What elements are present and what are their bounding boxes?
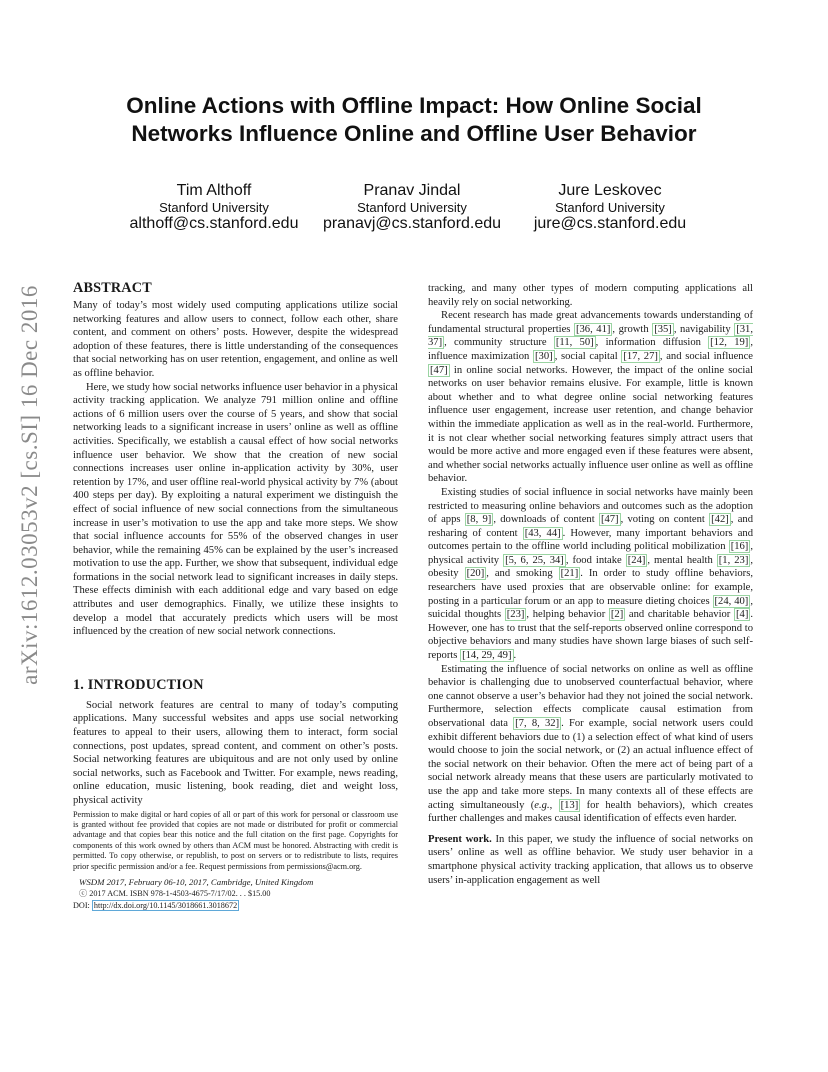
abstract-heading: ABSTRACT bbox=[73, 280, 152, 296]
text-run: , obesity bbox=[428, 554, 754, 580]
citation-link[interactable]: [30] bbox=[535, 350, 553, 362]
citation-link[interactable]: [35] bbox=[654, 323, 672, 335]
text-run: Estimating the influence of social networks on online as well as offline behavior is challenging due to unobserved counterfactual behavior, where one cannot observe a user’s behavior had they not joined the social network. Furthermore, selection effects complicate causal estimation from observational data bbox=[428, 663, 753, 729]
text-run: and charitable behavior bbox=[625, 609, 734, 621]
citation-link[interactable]: [13] bbox=[560, 799, 579, 811]
text-run: , social capital bbox=[554, 350, 622, 362]
text-run: , physical activity bbox=[428, 541, 753, 566]
citation-link[interactable]: [16] bbox=[730, 541, 749, 553]
citation-link[interactable]: [36, 41] bbox=[575, 323, 611, 335]
arxiv-stamp bbox=[10, 285, 50, 685]
text-run: Existing studies of social influence in social networks have mainly been restricted to measuring online behaviors and outcomes such as the adoption of apps bbox=[428, 486, 753, 526]
text-run: . However, many important behaviors and outcomes pertain to the offline world including political mobilization bbox=[428, 527, 753, 553]
copyright-line: ⓒ 2017 ACM. ISBN 978-1-4503-4675-7/17/02. . . $15.00 bbox=[79, 889, 271, 899]
intro-paragraph-4 bbox=[428, 663, 753, 826]
text-run: , suicidal thoughts bbox=[428, 595, 753, 621]
text-run: . bbox=[513, 650, 517, 662]
text-run: , influence maximization bbox=[428, 337, 753, 362]
text-run: , information diffusion bbox=[595, 337, 709, 349]
author-affiliation: Stanford University bbox=[357, 200, 467, 215]
author-affiliation: Stanford University bbox=[159, 200, 269, 215]
author-2 bbox=[318, 182, 506, 233]
citation-link[interactable]: [8, 9] bbox=[466, 514, 492, 526]
text-run: Recent research has made great advancements towards understanding of fundamental structural properties bbox=[428, 310, 753, 335]
right-column bbox=[428, 282, 753, 887]
citation-link[interactable]: [20] bbox=[466, 568, 485, 580]
text-run: , downloads of content bbox=[493, 514, 599, 526]
text-run: for health behaviors), which creates further challenges and makes causal identification of effects even harder. bbox=[428, 799, 753, 825]
text-run: , growth bbox=[612, 323, 653, 335]
text-run: , community structure bbox=[444, 337, 554, 349]
author-name: Tim Althoff bbox=[176, 182, 252, 199]
left-column bbox=[73, 280, 398, 912]
text-run: , and resharing of content bbox=[428, 514, 754, 539]
doi-label: DOI: bbox=[73, 901, 90, 911]
text-run-italic: e.g. bbox=[534, 799, 550, 811]
intro-paragraph-3 bbox=[428, 486, 753, 663]
intro-paragraph-2 bbox=[428, 309, 753, 486]
author-1 bbox=[126, 182, 302, 233]
citation-link[interactable]: [4] bbox=[736, 609, 749, 621]
text-run: . In order to study offline behaviors, researchers have used proxies that are observable online: for example, posting in a particular forum or an app to measure dieting choices bbox=[428, 568, 753, 607]
text-run: , voting on content bbox=[620, 514, 710, 526]
citation-link[interactable]: [5, 6, 25, 34] bbox=[505, 554, 564, 566]
doi-line bbox=[73, 900, 398, 912]
citation-link[interactable]: [2] bbox=[610, 609, 624, 621]
author-affiliation: Stanford University bbox=[555, 200, 665, 215]
citation-link[interactable]: [17, 27] bbox=[623, 350, 658, 362]
text-run: , helping behavior bbox=[526, 609, 609, 621]
arxiv-identifier: arXiv:1612.03053v2 [cs.SI] 16 Dec 2016 bbox=[17, 285, 42, 685]
text-run: , mental health bbox=[647, 554, 717, 566]
text-run: , and social influence bbox=[659, 350, 754, 362]
text-run: In this paper, we study the influence of social networks on users’ online as well as offline behavior. We study user behavior in a smartphone physical activity tracking application, that allows us to observe users’ in-application engagement as well bbox=[428, 833, 753, 886]
abstract-paragraph-1: Many of today’s most widely used computing applications utilize social networking features and allow users to connect, follow each other, share content, and comment on others’ posts. However, despite the widespread adoption of these features, there is little understanding of the consequences that social networking has on user retention, engagement, and online as well as offline behavior. bbox=[73, 300, 398, 379]
author-name: Jure Leskovec bbox=[558, 182, 662, 199]
text-run: . For example, social network users could exhibit different behaviors due to (1) a selection effect of what kind of users would choose to join the social network, or (2) an actual influence effect of the social network on their behavior. Often the mere act of being part of a social network already means that these users are particularly motivated to use the app and take more steps. In many contexts all of these effects are acting simultaneously ( bbox=[428, 718, 753, 811]
citation-link[interactable]: [7, 8, 32] bbox=[515, 718, 560, 729]
citation-link[interactable]: [43, 44] bbox=[524, 527, 561, 539]
citation-link[interactable]: [24, 40] bbox=[714, 595, 749, 607]
intro-paragraph-1: Social network features are central to many of today’s computing applications. Many successful websites and apps use social networking features to appeal to their users, allowing them to interact, form social connections, post updates, spread content, and comment on other’s posts. Social networking features are ubiquitous and are not only used by online social networks, such as Facebook and Twitter. For example, news reading, online education, music listening, book reading, diet and weight loss, physical activity bbox=[73, 699, 398, 806]
permission-notice: Permission to make digital or hard copies of all or part of this work for personal or classroom use is granted without fee provided that copies are not made or distributed for profit or commercial advantage and that copies bear this notice and the full citation on the first page. Copyrights for components of this work owned by others than ACM must be honored. Abstracting with credit is permitted. To copy otherwise, or republish, to post on servers or to redistribute to lists, requires prior specific permission and/or a fee. Request permissions from permissions@acm.org. bbox=[73, 809, 398, 871]
paper-title bbox=[60, 92, 768, 148]
doi-link[interactable]: http://dx.doi.org/10.1145/3018661.3018672 bbox=[93, 901, 238, 911]
title-line-2: Networks Influence Online and Offline User Behavior bbox=[131, 121, 697, 146]
citation-link[interactable]: [12, 19] bbox=[710, 337, 749, 349]
citation-link[interactable]: [11, 50] bbox=[555, 337, 594, 349]
introduction-heading: 1. INTRODUCTION bbox=[73, 676, 204, 693]
author-email: pranavj@cs.stanford.edu bbox=[322, 215, 502, 232]
present-work-heading: Present work. bbox=[428, 833, 492, 845]
text-run: in online social networks. However, the impact of the online social networks on user behavior remains elusive. For example, little is known about whether and to what degree online social networking features influence user engagement, increase user retention, and change behavior within the immediate application as well as in the real-world. Furthermore, it is not clear whether social networking features simply attract users that would be more active and more engaged even if these features were absent, and whether social networks actually influence user online as well as offline behavior. bbox=[428, 364, 753, 485]
present-work-paragraph bbox=[428, 833, 753, 887]
citation-link[interactable]: [24] bbox=[627, 554, 646, 566]
author-name: Pranav Jindal bbox=[363, 182, 461, 199]
citation-link[interactable]: [21] bbox=[560, 568, 579, 580]
title-line-1: Online Actions with Offline Impact: How Online Social bbox=[126, 93, 702, 118]
conference-venue: WSDM 2017, February 06-10, 2017, Cambridge, United Kingdom bbox=[79, 877, 314, 888]
intro-paragraph-continued: tracking, and many other types of modern computing applications all heavily rely on social networking. bbox=[428, 283, 753, 308]
citation-link[interactable]: [23] bbox=[506, 609, 525, 621]
citation-link[interactable]: [47] bbox=[430, 364, 448, 376]
citation-link[interactable]: [31, 37] bbox=[428, 323, 753, 349]
citation-link[interactable]: [1, 23] bbox=[718, 554, 749, 566]
citation-link[interactable]: [47] bbox=[600, 514, 619, 526]
text-run: , bbox=[549, 799, 559, 811]
text-run: . However, one has to trust that the self-reports observed online correspond to objective behaviors and many studies have shown large biases of such self-reports bbox=[428, 609, 754, 662]
text-run: , food intake bbox=[565, 554, 626, 566]
author-email: althoff@cs.stanford.edu bbox=[129, 215, 299, 232]
author-email: jure@cs.stanford.edu bbox=[533, 215, 687, 232]
text-run: , navigability bbox=[673, 323, 735, 335]
citation-link[interactable]: [42] bbox=[711, 514, 729, 526]
author-3 bbox=[530, 182, 690, 233]
text-run: , and smoking bbox=[486, 568, 559, 580]
abstract-paragraph-2: Here, we study how social networks influence user behavior in a physical activity tracking application. We analyze 791 million online and offline actions of 6 million users over the course of 5 years, and show that social networking leads to a significant increase in users’ online as well as offline activities. Specifically, we establish a causal effect of how social networks influence user behavior. We show that the creation of new social connections increases user online in-application activity by 30%, user retention by 17%, and user offline real-world physical activity by 7% (about 400 steps per day). By exploiting a natural experiment we distinguish the effect of social influence of new social connections from the simultaneous increase in user’s motivation to use the app and take more steps. We show that social influence accounts for 55% of the observed changes in user behavior, while the remaining 45% can be explained by the user’s increased motivation to use the app. Further, we show that subsequent, individual edge formations in the social network lead to significant increases in daily steps. These effects diminish with each additional edge and vary based on edge attributes and user demographics. Finally, we utilize these insights to develop a model that accurately predicts which users will be most influenced by the creation of new social network connections. bbox=[73, 381, 398, 638]
citation-link[interactable]: [14, 29, 49] bbox=[462, 650, 512, 662]
